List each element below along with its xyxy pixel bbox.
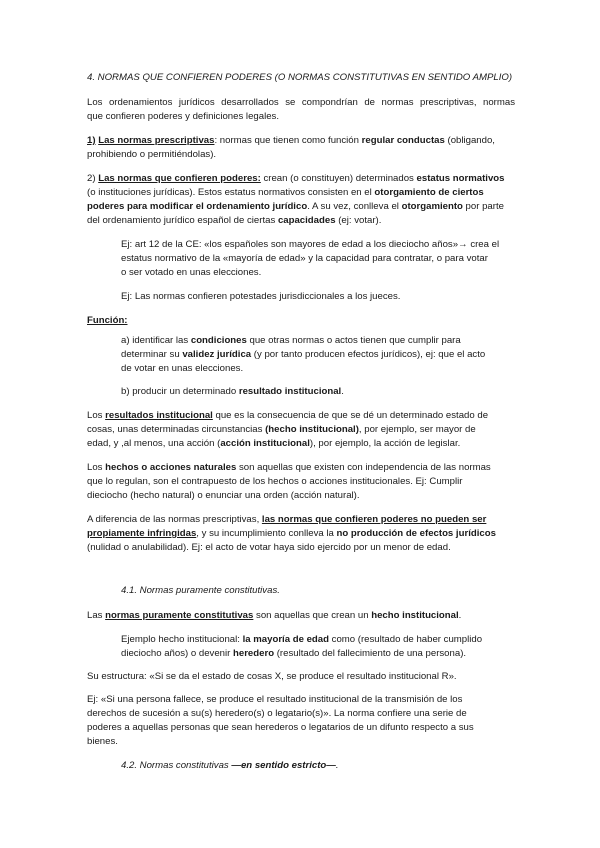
example-1-line-3: o ser votado en unas elecciones. xyxy=(121,267,262,278)
ej-line-2: derechos de sucesión a su(s) heredero(s) o legatario(s)». La norma confiere una serie de xyxy=(87,708,467,719)
funcion-a-line-3: de votar en unas elecciones. xyxy=(121,363,244,374)
section-4-title: 4. NORMAS QUE CONFIEREN PODERES (O NORMAS CONSTITUTIVAS EN SENTIDO AMPLIO) xyxy=(87,72,513,83)
ejemplo-line-1: Ejemplo hecho institucional: la mayoría de edad como (resultado de haber cumplido xyxy=(121,634,483,645)
poderes-line-1: 2) Las normas que confieren poderes: crean (o constituyen) determinados estatus normativos xyxy=(87,173,505,184)
prescriptivas-term: Las normas prescriptivas xyxy=(98,135,215,146)
funcion-b: b) producir un determinado resultado institucional. xyxy=(121,386,344,397)
poderes-line-4: del ordenamiento jurídico español de ciertas capacidades (ej: votar). xyxy=(87,215,382,226)
ej-line-3: poderes a aquellas personas que sean herederos o legatarios de un difunto respecto a sus xyxy=(87,722,474,733)
hechos-line-1: Los hechos o acciones naturales son aquellas que existen con independencia de las normas xyxy=(87,462,491,473)
hechos-line-3: dieciocho (hecho natural) o enunciar una orden (acción natural). xyxy=(87,490,360,501)
poderes-line-3: poderes para modificar el ordenamiento jurídico. A su vez, conlleva el otorgamiento por parte xyxy=(87,201,504,212)
example-1-line-1: Ej: art 12 de la CE: «los españoles son mayores de edad a los dieciocho años»→ crea el xyxy=(121,239,500,250)
resultados-line-3: edad, y ,al menos, una acción (acción institucional), por ejemplo, la acción de legislar. xyxy=(87,438,461,449)
ej-line-4: bienes. xyxy=(87,736,118,747)
funcion-a-line-2: determinar su validez jurídica (y por tanto producen efectos jurídicos), ej: que el acto xyxy=(121,349,486,360)
section-4-2-title: 4.2. Normas constitutivas —en sentido estricto—. xyxy=(121,760,339,771)
resultados-line-1: Los resultados institucional que es la consecuencia de que se dé un determinado estado de xyxy=(87,410,489,421)
intro-line-2: que confieren poderes y definiciones legales. xyxy=(87,111,280,122)
diferencia-line-3: (nulidad o anulabilidad). Ej: el acto de votar haya sido ejercido por un menor de edad. xyxy=(87,542,451,553)
resultados-line-2: cosas, unas determinadas circunstancias (hecho institucional), por ejemplo, ser mayor de xyxy=(87,424,476,435)
estructura: Su estructura: «Si se da el estado de cosas X, se produce el resultado institucional R». xyxy=(87,671,457,682)
funcion-title: Función: xyxy=(87,315,128,326)
example-2: Ej: Las normas confieren potestades jurisdiccionales a los jueces. xyxy=(121,291,401,302)
ejemplo-line-2: dieciocho años) o devenir heredero (resultado del fallecimiento de una persona). xyxy=(121,648,467,659)
poderes-term: Las normas que confieren poderes: xyxy=(98,173,261,184)
puramente-def: Las normas puramente constitutivas son aquellas que crean un hecho institucional. xyxy=(87,610,462,621)
section-4-1-title: 4.1. Normas puramente constitutivas. xyxy=(121,585,280,596)
diferencia-line-2: propiamente infringidas, y su incumplimiento conlleva la no producción de efectos jurídicos xyxy=(87,528,496,539)
example-1-line-2: estatus normativo de la «mayoría de edad» y la capacidad para contratar, o para votar xyxy=(121,253,488,264)
poderes-line-2: (o instituciones jurídicas). Estos estatus normativos consisten en el otorgamiento de ciertos xyxy=(87,187,484,198)
ej-line-1: Ej: «Si una persona fallece, se produce el resultado institucional de la transmisión de los xyxy=(87,694,463,705)
hechos-line-2: que lo regulan, son el contrapuesto de los hechos o acciones institucionales. Ej: Cumplir xyxy=(87,476,463,487)
intro-line-1: Los ordenamientos jurídicos desarrollados se compondrían de normas prescriptivas, normas xyxy=(87,97,515,108)
diferencia-line-1: A diferencia de las normas prescriptivas, las normas que confieren poderes no pueden ser xyxy=(87,514,487,525)
prescriptivas-line-2: prohibiendo o permitiéndolas). xyxy=(87,149,217,160)
funcion-a-line-1: a) identificar las condiciones que otras normas o actos tienen que cumplir para xyxy=(121,335,461,346)
prescriptivas-line-1: 1) Las normas prescriptivas: normas que tienen como función regular conductas (obligando, xyxy=(87,135,495,146)
